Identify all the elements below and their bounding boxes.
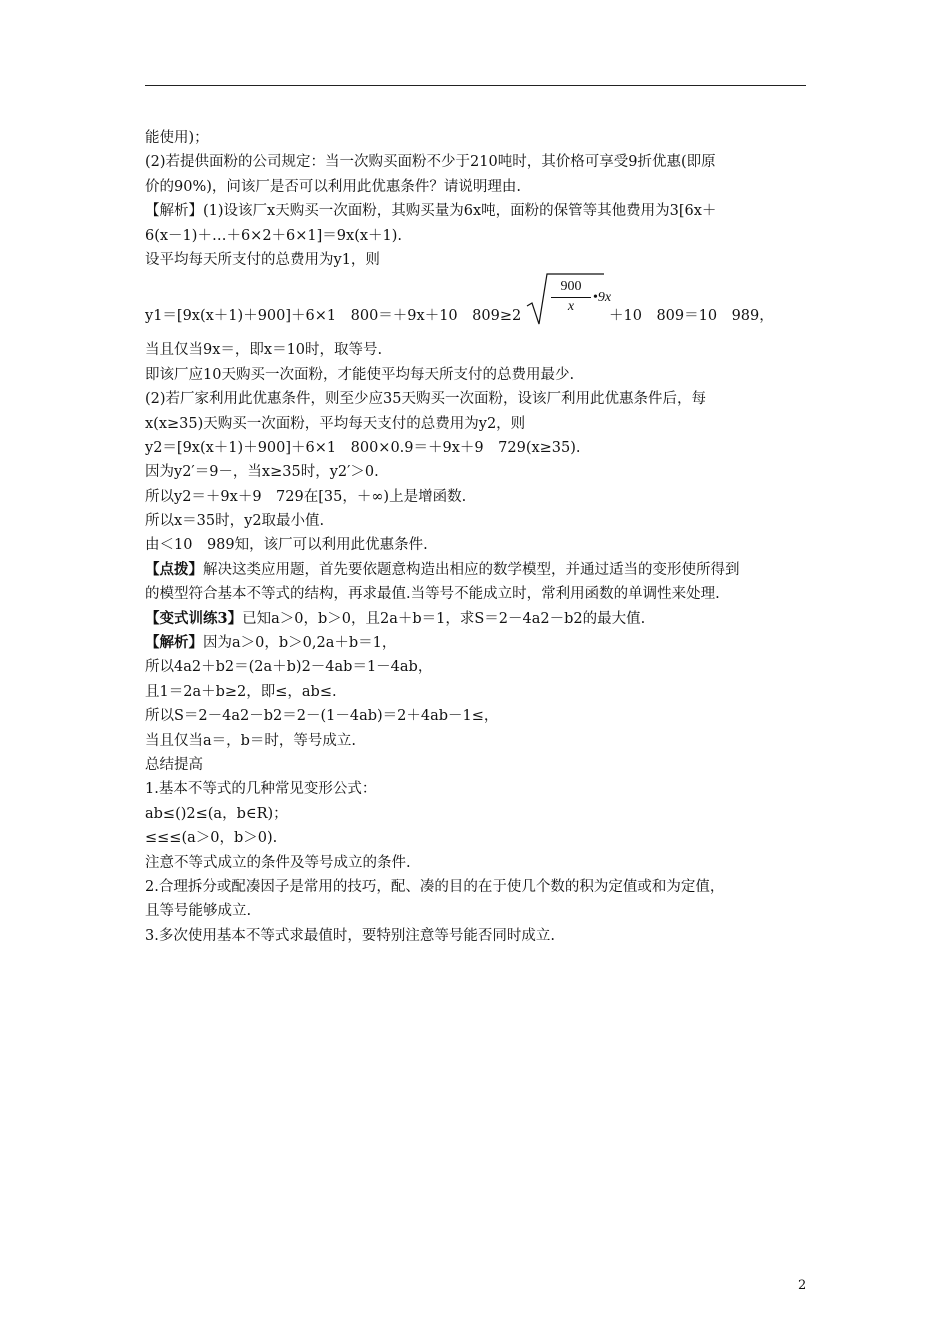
text-line: 的模型符合基本不等式的结构，再求最值.当等号不能成立时，常利用函数的单调性来处理. xyxy=(145,586,720,603)
text-line: 2.合理拆分或配凑因子是常用的技巧，配、凑的目的在于使几个数的积为定值或和为定值， xyxy=(145,878,725,895)
text-line: 由＜10 989知，该厂可以利用此优惠条件. xyxy=(145,537,428,554)
text-line: ≤≤≤(a＞0，b＞0). xyxy=(145,830,278,847)
header-rule xyxy=(145,85,806,86)
text-line: 即该厂应10天购买一次面粉，才能使平均每天所支付的总费用最少. xyxy=(145,366,575,383)
sqrt-expression xyxy=(525,272,612,328)
text-line: 1.基本不等式的几种常见变形公式： xyxy=(145,781,377,798)
page-number: 2 xyxy=(798,1278,807,1293)
text-line: 价的90%)，问该厂是否可以利用此优惠条件？请说明理由. xyxy=(145,178,521,195)
section-heading: 总结提高 xyxy=(145,756,203,773)
text-line: 且等号能够成立. xyxy=(145,903,252,920)
text-line: x(x≥35)天购买一次面粉，平均每天支付的总费用为y2，则 xyxy=(145,415,526,432)
text-line: 【解析】(1)设该厂x天购买一次面粉，其购买量为6x吨，面粉的保管等其他费用为3[6x＋ xyxy=(145,203,717,220)
formula-before: y1＝[9x(x＋1)＋900]＋6×1 800＝＋9x＋10 809≥2 xyxy=(145,308,522,325)
document-body xyxy=(145,126,807,948)
factor-9x: 9x xyxy=(597,290,612,306)
formula-line xyxy=(145,272,807,338)
text-line: 6(x－1)＋…＋6×2＋6×1]＝9x(x＋1). xyxy=(145,227,403,244)
dianbo-text: 解决这类应用题，首先要依题意构造出相应的数学模型，并通过适当的变形使所得到 xyxy=(203,561,740,578)
jiexi-line xyxy=(145,631,807,655)
text-line: 设平均每天所支付的总费用为y1，则 xyxy=(145,251,380,268)
bianshi-line xyxy=(145,607,807,631)
text-line: (2)若提供面粉的公司规定：当一次购买面粉不少于210吨时，其价格可享受9折优惠(即原 xyxy=(145,154,716,171)
dianbo-line xyxy=(145,558,807,582)
dianbo-tag: 【点拨】 xyxy=(145,560,203,578)
text-line: 能使用)； xyxy=(145,130,209,146)
text-line: 因为y2′＝9－，当x≥35时，y2′＞0. xyxy=(145,464,379,481)
text-line: 当且仅当a＝，b＝时，等号成立. xyxy=(145,732,357,749)
text-line: 所以x＝35时，y2取最小值. xyxy=(145,513,325,530)
text-line: y2＝[9x(x＋1)＋900]＋6×1 800×0.9＝＋9x＋9 729(x≥35). xyxy=(145,439,581,456)
fraction-bar xyxy=(551,297,591,298)
text-line: 所以4a2＋b2＝(2a＋b)2－4ab＝1－4ab， xyxy=(145,659,433,676)
text-line: 3.多次使用基本不等式求最值时，要特别注意等号能否同时成立. xyxy=(145,927,555,944)
text-line: 所以y2＝＋9x＋9 729在[35，＋∞)上是增函数. xyxy=(145,488,467,505)
bianshi-text: 已知a＞0，b＞0，且2a＋b＝1，求S＝2－4a2－b2的最大值. xyxy=(242,610,646,627)
text-line: 所以S＝2－4a2－b2＝2－(1－4ab)＝2＋4ab－1≤， xyxy=(145,708,499,725)
text-line: 且1＝2a＋b≥2，即≤，ab≤. xyxy=(145,683,337,700)
text-line: 注意不等式成立的条件及等号成立的条件. xyxy=(145,854,411,871)
times-dot: • xyxy=(593,290,598,306)
formula-after: ＋10 809＝10 989， xyxy=(609,308,774,325)
text-line: 当且仅当9x＝，即x＝10时，取等号. xyxy=(145,342,383,359)
jiexi-tag: 【解析】 xyxy=(145,634,203,652)
bianshi-tag: 【变式训练3】 xyxy=(145,609,243,627)
fraction xyxy=(551,278,591,315)
text-line: ab≤()2≤(a，b∈R)； xyxy=(145,805,288,822)
fraction-numerator: 900 xyxy=(560,279,582,295)
fraction-denominator: x xyxy=(567,299,575,315)
jiexi-text: 因为a＞0，b＞0,2a＋b＝1， xyxy=(203,635,397,652)
text-line: (2)若厂家利用此优惠条件，则至少应35天购买一次面粉，设该厂利用此优惠条件后，每 xyxy=(145,391,706,408)
